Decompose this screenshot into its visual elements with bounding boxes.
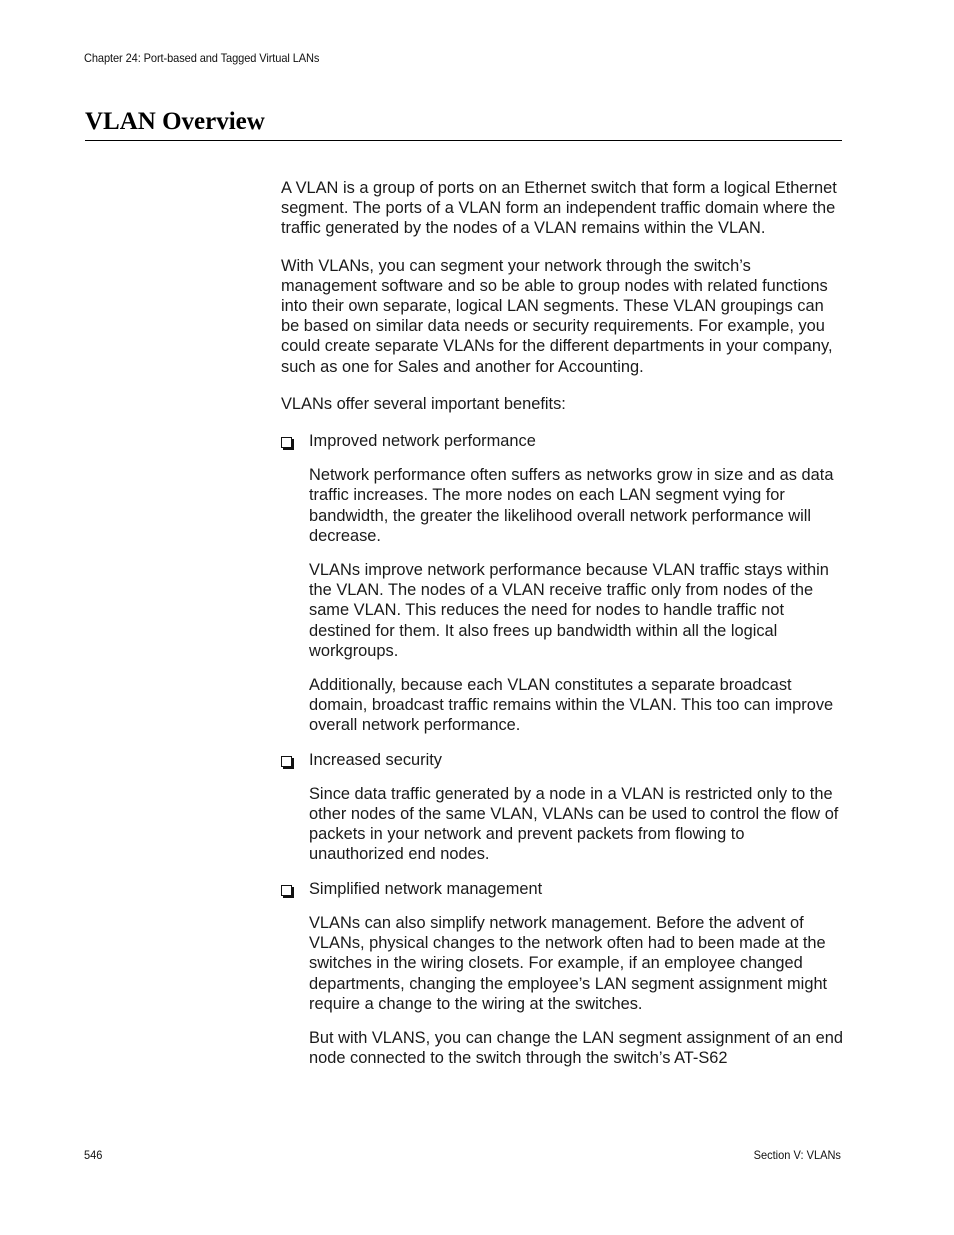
benefit-details [309,784,843,865]
benefit-paragraph: Network performance often suffers as networks grow in size and as data traffic increases. The more nodes on each LAN segment vying for bandwidth, the greater the likelihood overall network performance will decrease. [309,466,834,545]
benefit-title: Improved network performance [309,432,536,451]
benefit-item [281,750,843,770]
intro-paragraph: A VLAN is a group of ports on an Ethernet switch that form a logical Ethernet segment. The ports of a VLAN form an independent traffic domain where the traffic generated by the nodes of a VLAN remains within the VLAN. [281,179,837,238]
benefit-paragraph: VLANs can also simplify network management. Before the advent of VLANs, physical changes to the network often had to been made at the switches in the wiring closets. For example, if an employee changed departments, changing the employee’s LAN segment assignment might require a change to the wiring at the switches. [309,913,828,1013]
benefit-item [281,431,843,451]
benefit-title: Simplified network management [309,879,543,898]
benefit-paragraph: Additionally, because each VLAN constitutes a separate broadcast domain, broadcast traffic remains within the VLAN. This too can improve overall network performance. [309,676,834,735]
benefit-paragraph: Since data traffic generated by a node in a VLAN is restricted only to the other nodes of the same VLAN, VLANs can be used to control the flow of packets in your network and prevent packets from flowing to unauthorized end nodes. [309,784,839,864]
benefit-item [281,879,843,899]
intro-paragraph: With VLANs, you can segment your network through the switch’s management software and so be able to group nodes with related functions into their own separate, logical LAN segments. These VLAN groupings can be based on similar data needs or security requirements. For example, you could create separate VLANs for the different departments in your company, such as one for Sales and another for Accounting. [281,256,833,376]
body-text [281,178,843,1082]
checkbox-bullet-icon [281,885,292,896]
benefit-title: Increased security [309,750,443,769]
benefit-paragraph: But with VLANS, you can change the LAN segment assignment of an end node connected to the switch through the switch’s AT-S62 [309,1028,843,1068]
title-rule [85,140,842,141]
checkbox-bullet-icon [281,437,292,448]
benefit-paragraph: VLANs improve network performance because VLAN traffic stays within the VLAN. The nodes of a VLAN receive traffic only from nodes of the same VLAN. This reduces the need for nodes to handle traffic not destined for them. It also frees up bandwidth within all the logical workgroups. [309,561,829,660]
running-header: Chapter 24: Port-based and Tagged Virtual LANs [84,51,320,65]
page-title: VLAN Overview [85,108,265,135]
benefit-details [309,913,843,1068]
checkbox-bullet-icon [281,756,292,767]
page-number: 546 [84,1148,103,1162]
benefit-details [309,465,843,735]
intro-paragraph: VLANs offer several important benefits: [281,394,566,413]
running-footer-section: Section V: VLANs [753,1148,841,1162]
